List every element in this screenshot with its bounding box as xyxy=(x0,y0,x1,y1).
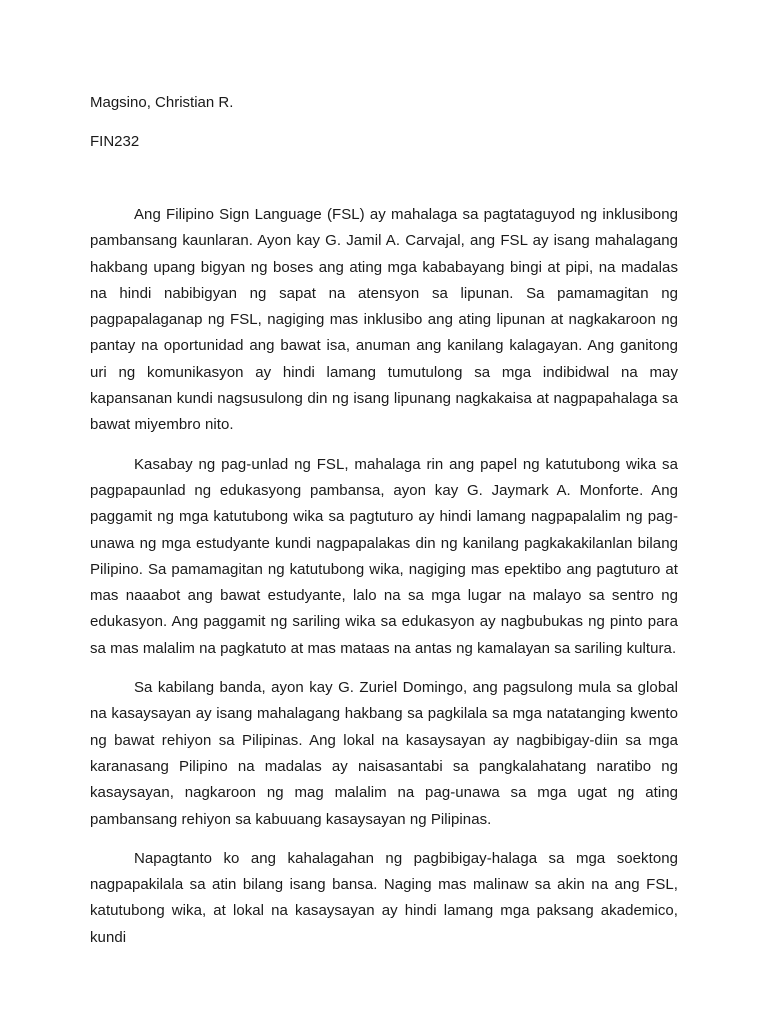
paragraph-4: Napagtanto ko ang kahalagahan ng pagbibigay-halaga sa mga soektong nagpapakilala sa atin bilang isang bansa. Naging mas malinaw sa akin na ang FSL, katutubong wika, at lokal na kasaysayan ay hindi lamang mga paksang akademico, kundi xyxy=(90,849,678,946)
paragraph-3: Sa kabilang banda, ayon kay G. Zuriel Domingo, ang pagsulong mula sa global na kasaysayan ay isang mahalagang hakbang sa pagkilala sa mga natatanging kwento ng bawat rehiyon sa Pilipinas. Ang lokal na kasaysayan ay nagbibigay-diin sa mga karanasang Pilipino na madalas ay naisasantabi sa pangkalahatang naratibo ng kasaysayan, nagkaroon ng mag malalim na pag-unawa sa mga ugat ng ating pambansang rehiyon sa kabuuang kasaysayan ng Pilipinas. xyxy=(90,679,678,828)
essay-body xyxy=(90,202,678,964)
paragraph-2: Kasabay ng pag-unlad ng FSL, mahalaga rin ang papel ng katutubong wika sa pagpapaunlad ng edukasyong pambansa, ayon kay G. Jaymark A. Monforte. Ang paggamit ng mga katutubong wika sa pagtuturo ay hindi lamang nagpapalalim ng pag-unawa ng mga estudyante kundi nagpapalakas din ng kanilang pagkakakilanlan bilang Pilipino. Sa pamamagitan ng katutubong wika, nagiging mas epektibo ang pagtuturo at mas naaabot ang bawat estudyante, lalo na sa mga lugar na malayo sa sentro ng edukasyon. Ang paggamit ng sariling wika sa edukasyon ay nagbubukas ng pinto para sa mas malalim na pagkatuto at mas mataas na antas ng kamalayan sa sariling kultura. xyxy=(90,455,678,657)
course-code: FIN232 xyxy=(90,133,140,150)
paragraph-1: Ang Filipino Sign Language (FSL) ay mahalaga sa pagtataguyod ng inklusibong pambansang kaunlaran. Ayon kay G. Jamil A. Carvajal, ang FSL ay isang mahalagang hakbang upang bigyan ng boses ang ating mga kababayang bingi at pipi, na madalas na hindi nabibigyan ng sapat na atensyon sa lipunan. Sa pamamagitan ng pagpapalaganap ng FSL, nagiging mas inklusibo ang ating lipunan at nagkakaroon ng pantay na oportunidad ang bawat isa, anuman ang kanilang kalagayan. Ang ganitong uri ng komunikasyon ay hindi lamang tumutulong sa mga indibidwal na may kapansanan kundi nagsusulong din ng isang lipunang nagkakaisa at nagpapahalaga sa bawat miyembro nito. xyxy=(90,206,678,434)
author-name: Magsino, Christian R. xyxy=(90,94,234,111)
